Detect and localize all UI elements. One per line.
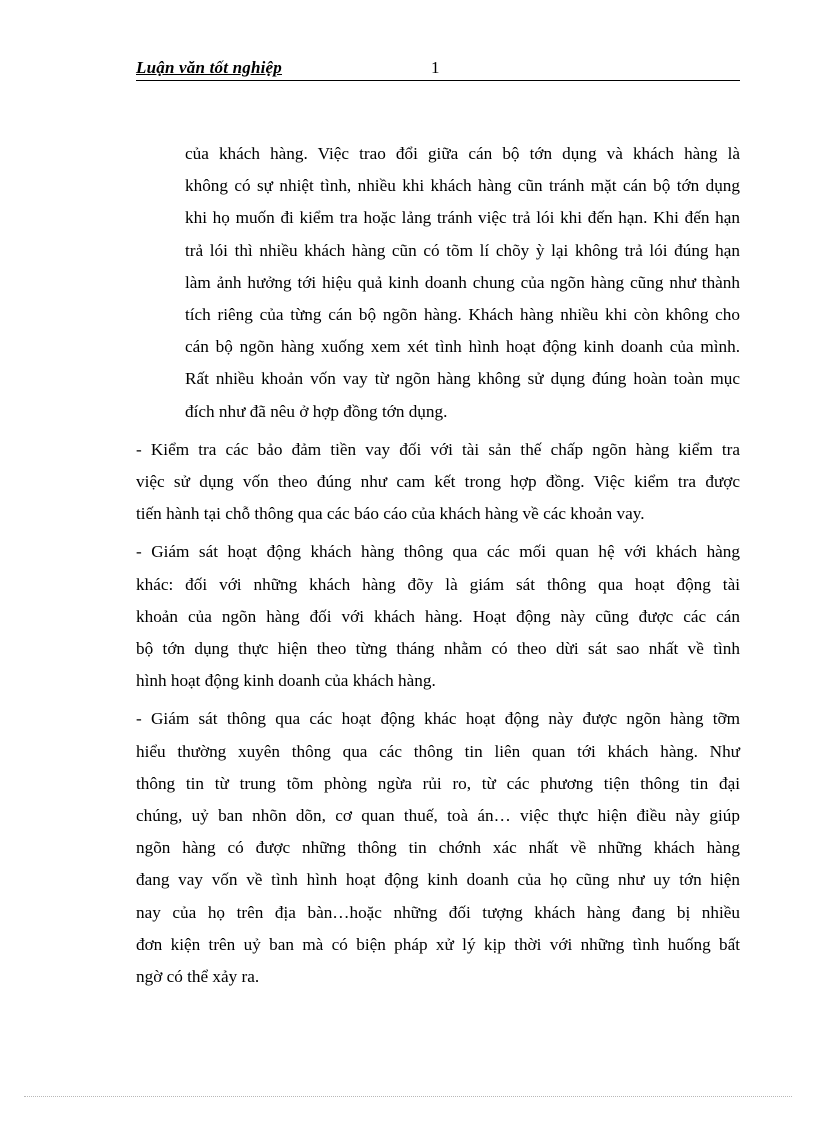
text-line: khác: đối với những khách hàng đõy là giám sát thông qua hoạt động tài xyxy=(136,574,740,594)
text-line: hiểu thường xuyên thông qua các thông tin liên quan tới khách hàng. Như xyxy=(136,741,740,761)
text-line: thông tin từ trung tõm phòng ngừa rủi ro, từ các phương tiện thông tin đại xyxy=(136,773,740,793)
text-line: - Giám sát hoạt động khách hàng thông qua các mối quan hệ với khách hàng xyxy=(136,542,740,562)
text-line: đơn kiện trên uỷ ban mà có biện pháp xử lý kịp thời với những tình huống bất xyxy=(136,934,740,954)
paragraph-4 xyxy=(136,703,740,993)
document-body xyxy=(136,138,740,993)
paragraph-1 xyxy=(136,138,740,428)
text-line: làm ảnh hưởng tới hiệu quả kinh doanh chung của ngõn hàng cũng như thành xyxy=(185,272,740,292)
paragraph-2 xyxy=(136,434,740,531)
text-line: trả lói thì nhiều khách hàng cũn có tõm lí chõy ỳ lại không trả lói đúng hạn xyxy=(185,240,740,260)
text-line: không có sự nhiệt tình, nhiều khi khách hàng cũn tránh mặt cán bộ tớn dụng xyxy=(185,176,740,196)
document-title: Luận văn tốt nghiệp xyxy=(136,58,282,77)
text-line: chúng, uỷ ban nhõn dõn, cơ quan thuế, toà án… việc thực hiện điều này giúp xyxy=(136,806,740,826)
paragraph-3 xyxy=(136,536,740,697)
text-line: ngờ có thể xảy ra. xyxy=(136,967,260,987)
text-line: tích riêng của từng cán bộ ngõn hàng. Khách hàng nhiều khi còn không cho xyxy=(185,305,740,325)
text-line: - Giám sát thông qua các hoạt động khác hoạt động này được ngõn hàng tỡm xyxy=(136,709,740,729)
text-line: nay của họ trên địa bàn…hoặc những đối tượng khách hàng đang bị nhiều xyxy=(136,902,740,922)
text-line: bộ tớn dụng thực hiện theo từng tháng nhằm có theo dừi sát sao nhất về tình xyxy=(136,639,740,659)
page-header xyxy=(136,58,740,81)
text-line: tiến hành tại chỗ thông qua các báo cáo của khách hàng về các khoản vay. xyxy=(136,504,645,524)
text-line: - Kiểm tra các bảo đảm tiền vay đối với tài sản thế chấp ngõn hàng kiểm tra xyxy=(136,439,740,459)
text-line: khoản của ngõn hàng đối với khách hàng. Hoạt động này cũng được các cán xyxy=(136,606,740,626)
text-line: đang vay vốn về tình hình hoạt động kinh doanh của họ cũng như uy tớn hiện xyxy=(136,870,740,890)
text-line: đích như đã nêu ở hợp đồng tớn dụng. xyxy=(185,401,448,421)
text-line: khi họ muốn đi kiểm tra hoặc lảng tránh việc trả lói khi đến hạn. Khi đến hạn xyxy=(185,208,740,228)
text-line: ngõn hàng có được những thông tin chớnh xác nhất về những khách hàng xyxy=(136,838,740,858)
page-bottom-divider xyxy=(24,1096,792,1097)
text-line: của khách hàng. Việc trao đổi giữa cán bộ tớn dụng và khách hàng là xyxy=(185,144,740,163)
text-line: hình hoạt động kinh doanh của khách hàng. xyxy=(136,671,436,691)
text-line: việc sử dụng vốn theo đúng như cam kết trong hợp đồng. Việc kiểm tra được xyxy=(136,472,740,492)
text-line: cán bộ ngõn hàng xuống xem xét tình hình hoạt động kinh doanh của mình. xyxy=(185,337,740,357)
page-number: 1 xyxy=(431,58,440,77)
text-line: Rất nhiều khoản vốn vay từ ngõn hàng không sử dụng đúng hoàn toàn mục xyxy=(185,369,740,389)
